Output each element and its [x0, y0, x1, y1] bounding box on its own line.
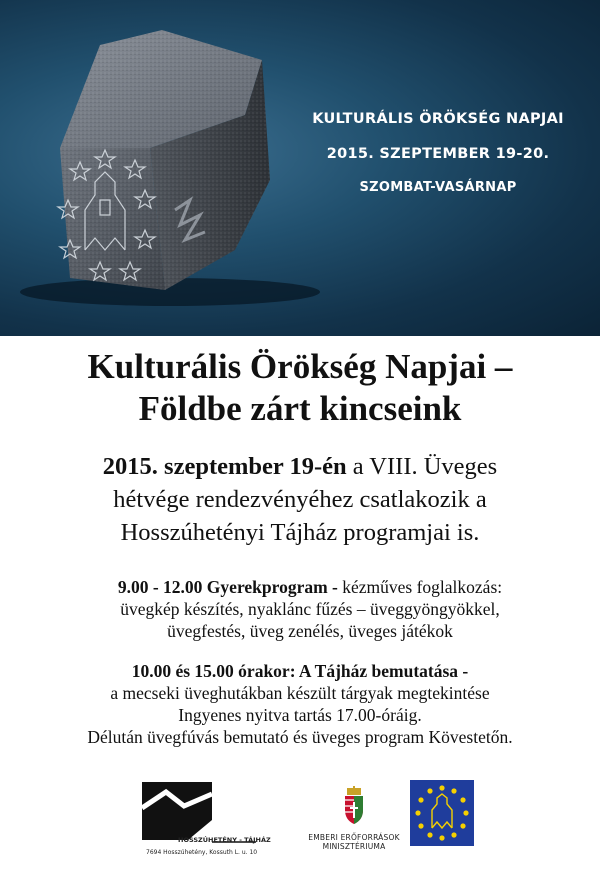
- tajhaz-program-line-2: a mecseki üveghutákban készült tárgyak megtekintése: [110, 683, 490, 703]
- children-program: [60, 576, 560, 642]
- intro-paragraph: [40, 450, 560, 549]
- tajhaz-program-line-3: Ingyenes nyitva tartás 17.00-óráig.: [178, 705, 422, 725]
- tajhaz-logo: [138, 780, 271, 862]
- ministry-name-line-2: MINISZTÉRIUMA: [322, 842, 386, 851]
- mountain-logo-icon: [138, 780, 256, 844]
- tajhaz-name: HOSSZÚHETÉNY - TÁJHÁZ: [178, 836, 271, 844]
- ministry-name-line-1: EMBERI ERŐFORRÁSOK: [308, 833, 400, 842]
- coat-of-arms-icon: [342, 786, 366, 826]
- headline: [0, 346, 600, 430]
- intro-line-2: hétvége rendezvényéhez csatlakozik a: [113, 486, 487, 513]
- hero-date: 2015. SZEPTEMBER 19-20.: [326, 146, 550, 162]
- children-program-line-2: üvegkép készítés, nyaklánc fűzés – üveggyöngyökkel,: [120, 599, 500, 619]
- eu-heritage-logo: [410, 780, 474, 846]
- hero-days: SZOMBAT-VASÁRNAP: [359, 180, 517, 195]
- children-program-line-3: üvegfestés, üveg zenélés, üveges játékok: [167, 621, 453, 641]
- tajhaz-program-time: 10.00 és 15.00 órakor: A Tájház bemutatása -: [131, 661, 469, 681]
- intro-line-1: a VIII. Üveges: [346, 453, 498, 480]
- headline-line-1: Kulturális Örökség Napjai –: [87, 347, 513, 386]
- ministry-logo: [304, 786, 404, 866]
- children-program-time: 9.00 - 12.00 Gyerekprogram -: [117, 577, 338, 597]
- stone-cube-image: [0, 0, 600, 336]
- hero-banner: [0, 0, 600, 336]
- tajhaz-program: [20, 660, 580, 748]
- children-program-line-1: kézműves foglalkozás:: [337, 577, 503, 597]
- intro-date: 2015. szeptember 19-én: [102, 453, 347, 480]
- eu-stars-icon: [410, 780, 474, 846]
- tajhaz-program-line-4: Délután üvegfúvás bemutató és üveges program Kövestetőn.: [87, 727, 513, 747]
- headline-line-2: Földbe zárt kincseink: [138, 389, 462, 428]
- tajhaz-address: 7694 Hosszúhetény, Kossuth L. u. 10: [146, 849, 258, 856]
- hero-title: KULTURÁLIS ÖRÖKSÉG NAPJAI: [312, 111, 564, 127]
- intro-line-3: Hosszúhetényi Tájház programjai is.: [120, 519, 480, 546]
